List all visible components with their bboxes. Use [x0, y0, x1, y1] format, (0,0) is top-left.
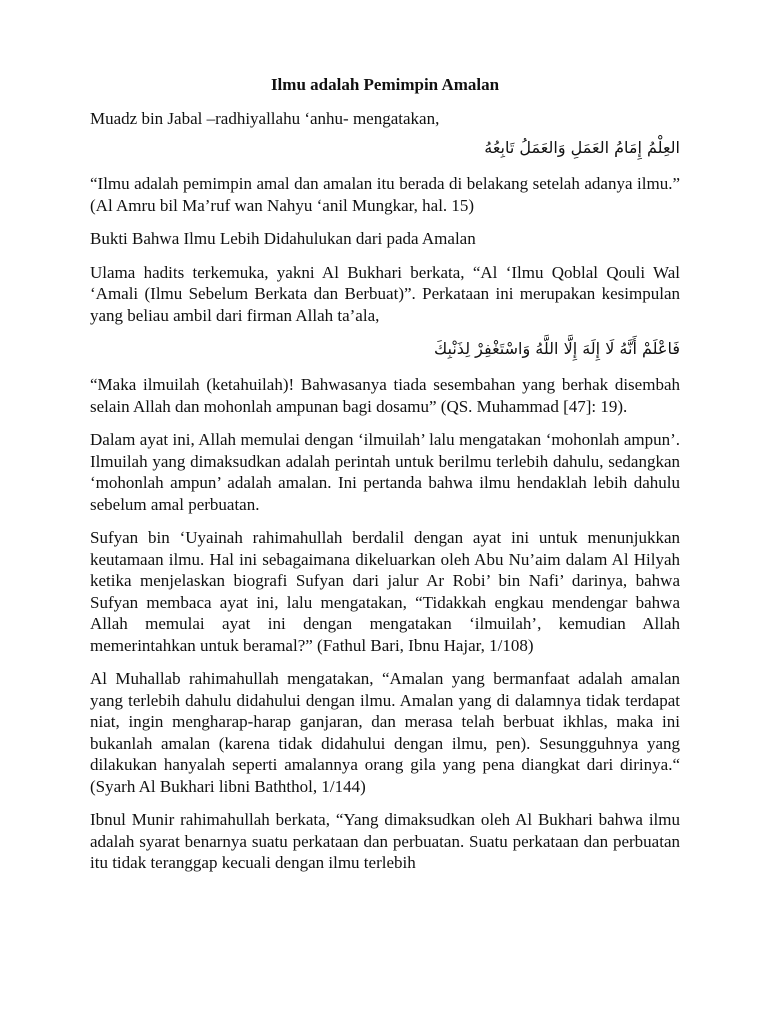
paragraph-bukhari: Ulama hadits terkemuka, yakni Al Bukhari berkata, “Al ‘Ilmu Qoblal Qouli Wal ‘Amali (Ilmu Sebelum Berkata dan Berbuat)”. Perkataan ini merupakan kesimpulan yang beliau ambil dari firman Allah ta’ala, [90, 262, 680, 325]
quote-translation-1: “Ilmu adalah pemimpin amal dan amalan itu berada di belakang setelah adanya ilmu.” (Al Amru bil Ma’ruf wan Nahyu ‘anil Mungkar, hal. 15) [90, 174, 680, 215]
paragraph-muhallab: Al Muhallab rahimahullah mengatakan, “Amalan yang bermanfaat adalah amalan yang terlebih dahulu didahului dengan ilmu. Amalan yang di dalamnya tidak terdapat niat, ingin mengharap-harap ganjaran, dan merasa telah berbuat ikhlas, maka ini bukanlah amalan (karena tidak didahului dengan ilmu, pen). Sesungguhnya yang dilakukan hanyalah seperti amalannya orang gila yang pena diangkat dari dirinya.“ (Syarh Al Bukhari libni Baththol, 1/144) [90, 669, 680, 796]
quote-translation-2: “Maka ilmuilah (ketahuilah)! Bahwasanya tiada sesembahan yang berhak disembah selain Allah dan mohonlah ampunan bagi dosamu” (QS. Muhammad [47]: 19). [90, 375, 680, 416]
intro-line: Muadz bin Jabal –radhiyallahu ‘anhu- mengatakan, [90, 108, 440, 128]
document-page [90, 74, 680, 886]
section-subheading: Bukti Bahwa Ilmu Lebih Didahulukan dari pada Amalan [90, 229, 476, 248]
paragraph-ibnul-munir: Ibnul Munir rahimahullah berkata, “Yang dimaksudkan oleh Al Bukhari bahwa ilmu adalah syarat benarnya suatu perkataan dan perbuatan. Suatu perkataan dan perbuatan itu tidak teranggap kecuali dengan ilmu terlebih [90, 810, 680, 872]
paragraph-explanation: Dalam ayat ini, Allah memulai dengan ‘ilmuilah’ lalu mengatakan ‘mohonlah ampun’. Ilmuilah yang dimaksudkan adalah perintah untuk berilmu terlebih dahulu, sedangkan ‘mohonlah ampun’ adalah amalan. Ini pertanda bahwa ilmu hendaklah lebih dahulu sebelum amal perbuatan. [90, 430, 680, 514]
paragraph-sufyan: Sufyan bin ‘Uyainah rahimahullah berdalil dengan ayat ini untuk menunjukkan keutamaan ilmu. Hal ini sebagaimana dikeluarkan oleh Abu Nu’aim dalam Al Hilyah ketika menjelaskan biografi Sufyan dari jalur Ar Robi’ bin Nafi’ darinya, bahwa Sufyan membaca ayat ini, lalu mengatakan, “Tidakkah engkau mendengar bahwa Allah memulai ayat ini dengan mengatakan ‘ilmuilah’, kemudian Allah memerintahkan untuk beramal?” (Fathul Bari, Ibnu Hajar, 1/108) [90, 528, 680, 655]
arabic-verse: فَاعْلَمْ أَنَّهُ لَا إِلَهَ إِلَّا اللَّهُ وَاسْتَغْفِرْ لِذَنْبِكَ [434, 339, 680, 358]
document-title: Ilmu adalah Pemimpin Amalan [270, 75, 500, 94]
arabic-quote-muadz: العِلْمُ إِمَامُ العَمَلِ وَالعَمَلُ تَابِعُهُ [484, 138, 680, 157]
